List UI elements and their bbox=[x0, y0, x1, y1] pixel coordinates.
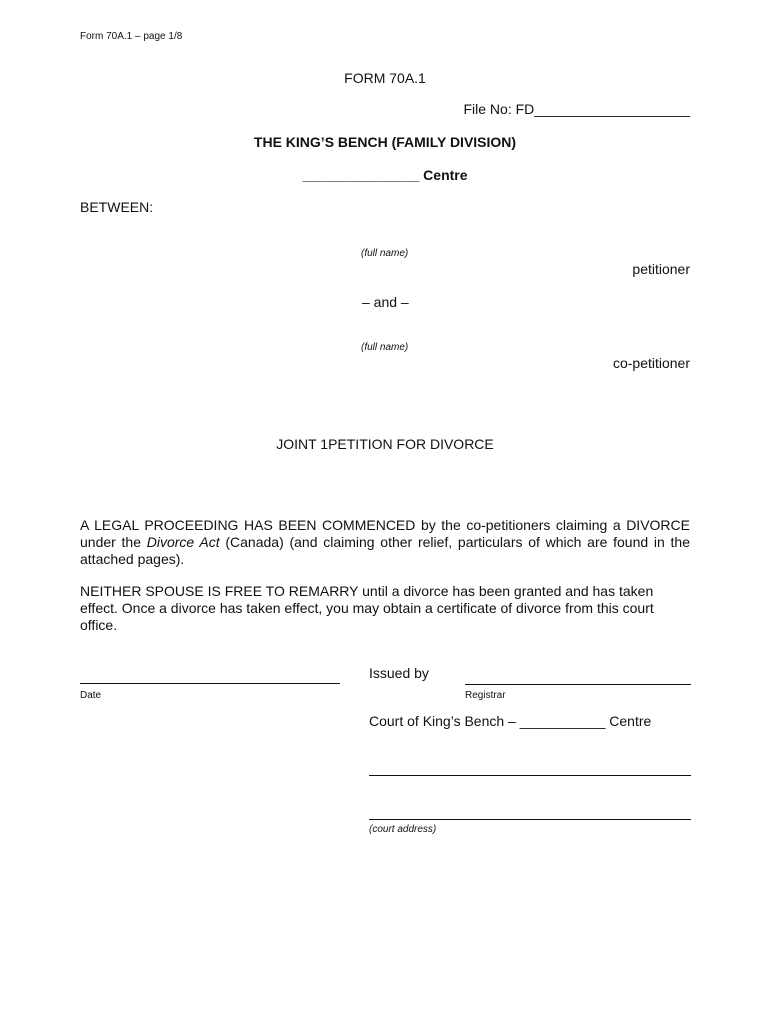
form-title: FORM 70A.1 bbox=[344, 70, 426, 86]
date-signature-line bbox=[80, 683, 340, 684]
co-petitioner-label: co-petitioner bbox=[612, 355, 690, 371]
petitioner-full-name-hint: (full name) bbox=[361, 248, 409, 259]
file-number-field: File No: FD____________________ bbox=[463, 101, 690, 117]
court-address-line-2 bbox=[369, 819, 691, 820]
remarry-notice-paragraph: NEITHER SPOUSE IS FREE TO REMARRY until a divorce has been granted and has taken effect. Once a divorce has taken effect, you may obtain a certificate of divorce from this court office. bbox=[80, 583, 654, 633]
notice-text-end: (Canada) (and claiming other relief, particulars of which are found in the attached pages). bbox=[80, 534, 690, 567]
divorce-act-citation: Divorce Act bbox=[146, 534, 220, 550]
court-address-line-1 bbox=[369, 775, 691, 776]
between-label: BETWEEN: bbox=[80, 199, 154, 215]
registrar-signature-line bbox=[465, 684, 691, 685]
notice-text-start: A LEGAL PROCEEDING HAS BEEN COMMENCED by the co-petitioners claiming a DIVORCE under the bbox=[80, 517, 690, 550]
co-petitioner-full-name-hint: (full name) bbox=[361, 342, 409, 353]
page-header: Form 70A.1 – page 1/8 bbox=[80, 31, 183, 42]
proceeding-notice-paragraph bbox=[80, 517, 690, 568]
registrar-label: Registrar bbox=[465, 690, 506, 701]
date-label: Date bbox=[80, 690, 102, 701]
court-address-hint: (court address) bbox=[369, 824, 437, 835]
court-centre-field: Court of King’s Bench – ___________ Centre bbox=[369, 713, 652, 729]
issued-by-label: Issued by bbox=[369, 665, 429, 681]
and-separator: – and – bbox=[362, 294, 409, 310]
petition-title: JOINT 1PETITION FOR DIVORCE bbox=[276, 436, 494, 452]
centre-field: _______________ Centre bbox=[302, 167, 468, 183]
petitioner-label: petitioner bbox=[632, 261, 690, 277]
court-title: THE KING’S BENCH (FAMILY DIVISION) bbox=[253, 134, 517, 150]
